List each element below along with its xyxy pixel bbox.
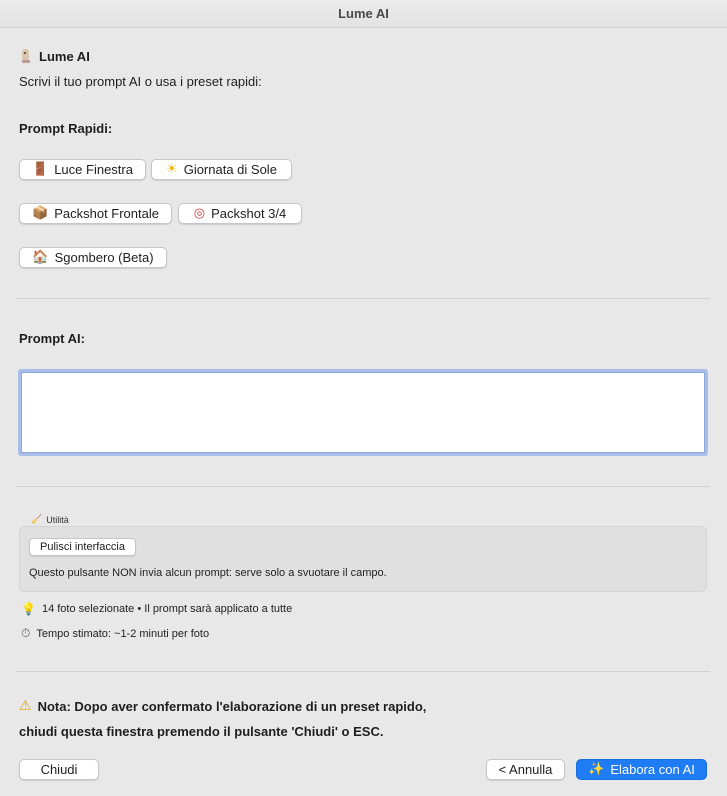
package-icon: 📦 — [32, 206, 49, 221]
selected-info — [21, 602, 292, 616]
target-icon: ◎ — [193, 206, 206, 221]
lightbulb-icon: 💡 — [21, 602, 36, 616]
preset-giornata-di-sole-button[interactable] — [151, 159, 292, 180]
time-info-text: Tempo stimato: ~1-2 minuti per foto — [36, 627, 210, 640]
prompt-label: Prompt AI: — [19, 331, 85, 346]
preset-label: Luce Finestra — [54, 162, 133, 177]
prompt-input-frame — [18, 369, 708, 456]
preset-packshot-frontale-button[interactable] — [19, 203, 172, 224]
window-icon: 🚪 — [32, 162, 49, 177]
house-icon: 🏠 — [32, 250, 49, 265]
sparkles-icon: ✨ — [588, 762, 605, 777]
broom-icon: 🧹 — [31, 515, 43, 525]
preset-label: Sgombero (Beta) — [54, 250, 154, 265]
time-info — [21, 626, 209, 641]
note-line-1 — [19, 698, 426, 714]
submit-ai-label: Elabora con AI — [610, 762, 695, 777]
selected-info-text: 14 foto selezionate • Il prompt sarà applicato a tutte — [41, 603, 293, 615]
note-text-1: Nota: Dopo aver confermato l'elaborazione di un preset rapido, — [37, 698, 427, 714]
utility-description: Questo pulsante NON invia alcun prompt: serve solo a svuotare il campo. — [29, 567, 387, 579]
divider — [16, 486, 710, 487]
sun-icon: ☀ — [166, 162, 178, 177]
note-line-2: chiudi questa finestra premendo il pulsante 'Chiudi' o ESC. — [19, 724, 384, 739]
preset-luce-finestra-button[interactable] — [19, 159, 146, 180]
cancel-button[interactable]: < Annulla — [486, 759, 565, 780]
mascot-icon — [19, 47, 33, 66]
warning-icon: ⚠ — [19, 698, 32, 714]
utility-caption-text: Utilità — [46, 515, 69, 525]
submit-ai-button[interactable] — [576, 759, 707, 780]
preset-sgombero-button[interactable] — [19, 247, 167, 268]
window-title: Lume AI — [0, 0, 727, 28]
close-button[interactable]: Chiudi — [19, 759, 99, 780]
header-subtitle: Scrivi il tuo prompt AI o usa i preset rapidi: — [19, 74, 262, 89]
preset-label: Packshot Frontale — [54, 206, 159, 221]
preset-packshot-3-4-button[interactable] — [178, 203, 302, 224]
preset-label: Giornata di Sole — [183, 162, 277, 177]
clear-interface-button[interactable]: Pulisci interfaccia — [29, 538, 136, 556]
utility-box — [19, 526, 707, 592]
utility-caption — [31, 515, 69, 525]
preset-label: Packshot 3/4 — [211, 206, 287, 221]
app-name: Lume AI — [39, 49, 90, 64]
stopwatch-icon: ⏱ — [21, 626, 31, 640]
presets-label: Prompt Rapidi: — [19, 121, 113, 136]
divider — [16, 671, 710, 672]
divider — [16, 298, 710, 299]
prompt-input[interactable] — [21, 372, 705, 453]
header-title — [19, 47, 90, 66]
